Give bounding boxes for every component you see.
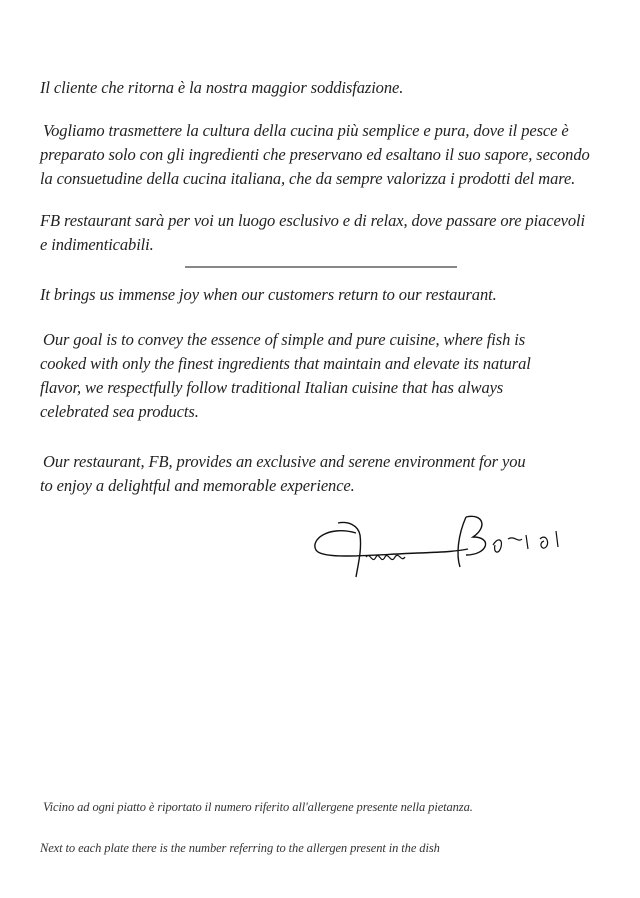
divider — [185, 266, 457, 268]
italian-line: Il cliente che ritorna è la nostra maggior soddisfazione. — [40, 78, 404, 97]
allergen-note-italian: Vicino ad ogni piatto è riportato il numero riferito all'allergene presente nella pietanza. — [43, 800, 473, 814]
italian-line: la consuetudine della cucina italiana, che da sempre valorizza i prodotti del mare. — [40, 169, 576, 188]
italian-line: e indimenticabili. — [40, 235, 154, 254]
english-line: Our restaurant, FB, provides an exclusive and serene environment for you — [43, 452, 526, 471]
english-line: Our goal is to convey the essence of simple and pure cuisine, where fish is — [43, 330, 526, 349]
english-line: It brings us immense joy when our customers return to our restaurant. — [40, 285, 497, 304]
signature — [308, 505, 570, 585]
english-line: to enjoy a delightful and memorable experience. — [40, 476, 355, 495]
allergen-note-english: Next to each plate there is the number referring to the allergen present in the dish — [40, 841, 440, 855]
english-line: cooked with only the finest ingredients that maintain and elevate its natural — [40, 354, 531, 373]
italian-line: FB restaurant sarà per voi un luogo esclusivo e di relax, dove passare ore piacevoli — [40, 211, 586, 230]
italian-line: Vogliamo trasmettere la cultura della cucina più semplice e pura, dove il pesce è — [43, 121, 569, 140]
english-line: celebrated sea products. — [40, 402, 199, 421]
english-line: flavor, we respectfully follow traditional Italian cuisine that has always — [40, 378, 504, 397]
italian-line: preparato solo con gli ingredienti che preservano ed esaltano il suo sapore, secondo — [40, 145, 590, 164]
